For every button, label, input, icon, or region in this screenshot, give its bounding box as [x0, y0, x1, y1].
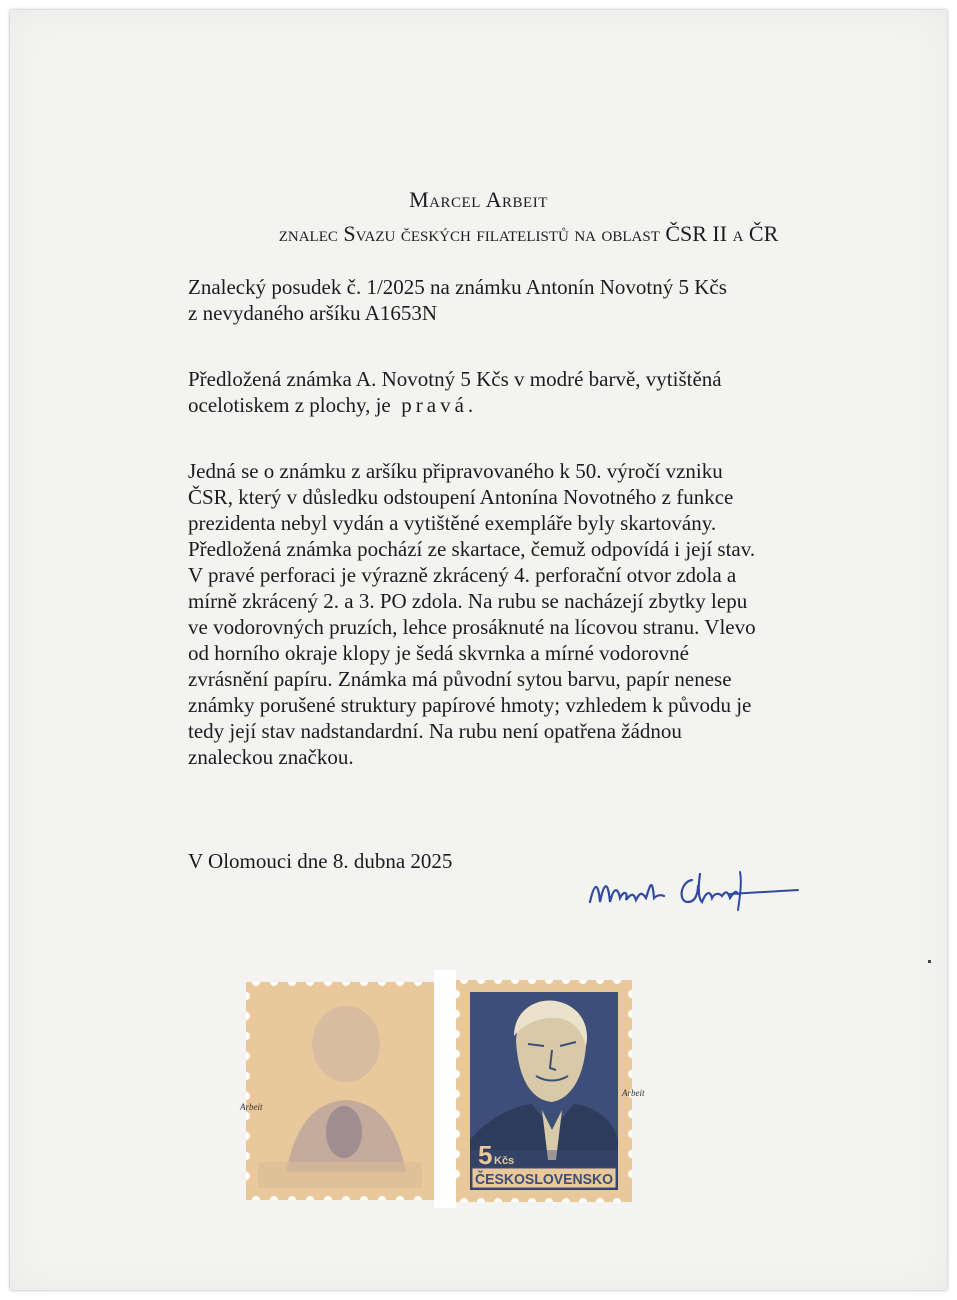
title-line: z nevydaného aršíku A1653N [188, 301, 438, 325]
body-line: V pravé perforaci je výrazně zkrácený 4. perforační otvor zdola a [188, 563, 737, 587]
expert-subtitle: znalec Svazu českých filatelistů na oblast ČSR II a ČR [278, 221, 779, 246]
expert-name: Marcel Arbeit [409, 187, 548, 212]
title-line: Znalecký posudek č. 1/2025 na známku Antonín Novotný 5 Kčs [188, 275, 727, 299]
stamp-value-unit: Kčs [494, 1155, 515, 1167]
certificate-sheet [10, 10, 947, 1290]
body-line: od horního okraje klopy je šedá skvrnka a mírné vodorovné [188, 641, 689, 665]
stamp-front-image [456, 980, 632, 1202]
certificate-title [188, 274, 888, 326]
paper-speck [928, 960, 931, 963]
place-date: V Olomouci dne 8. dubna 2025 [188, 849, 453, 873]
body-line: ve vodorovných pruzích, lehce prosáknuté na lícovou stranu. Vlevo [188, 615, 756, 639]
stamp-back-image [246, 982, 434, 1200]
stamp-back-side [240, 982, 434, 1200]
body-line: Předložená známka pochází ze skartace, čemuž odpovídá i její stav. [188, 537, 756, 561]
handwritten-signature [580, 862, 810, 922]
body-line: prezidenta nebyl vydán a vytištěné exempláře byly skartovány. [188, 511, 717, 535]
stamp-country: ČESKOSLOVENSKO [475, 1171, 623, 1188]
front-expert-mark: Arbeit [622, 1088, 645, 1098]
body-line: tedy její stav nadstandardní. Na rubu není opatřena žádnou [188, 719, 682, 743]
body-line: znaleckou značkou. [188, 745, 354, 769]
verdict-word: pravá. [401, 393, 478, 417]
body-line: Jedná se o známku z aršíku připravovaného k 50. výročí vzniku [188, 459, 723, 483]
stamp-images [10, 970, 947, 1210]
verdict-paragraph [188, 366, 888, 418]
body-line: zvrásnění papíru. Známka má původní sytou barvu, papír nenese [188, 667, 732, 691]
stamp-value: 5 [478, 1140, 493, 1170]
body-line: ČSR, který v důsledku odstoupení Antonína Novotného z funkce [188, 485, 734, 509]
back-expert-mark: Arbeit [240, 1102, 263, 1112]
body-line: mírně zkrácený 2. a 3. PO zdola. Na rubu se nacházejí zbytky lepu [188, 589, 748, 613]
description-paragraph [188, 458, 888, 770]
statement-line [188, 392, 888, 418]
body-line: známky porušené struktury papírové hmoty; vzhledem k původu je [188, 693, 752, 717]
statement-prefix: ocelotiskem z plochy, je [188, 393, 391, 417]
stamp-front-side [456, 980, 645, 1202]
image-divider [434, 970, 456, 1208]
statement-line: Předložená známka A. Novotný 5 Kčs v modré barvě, vytištěná [188, 367, 722, 391]
